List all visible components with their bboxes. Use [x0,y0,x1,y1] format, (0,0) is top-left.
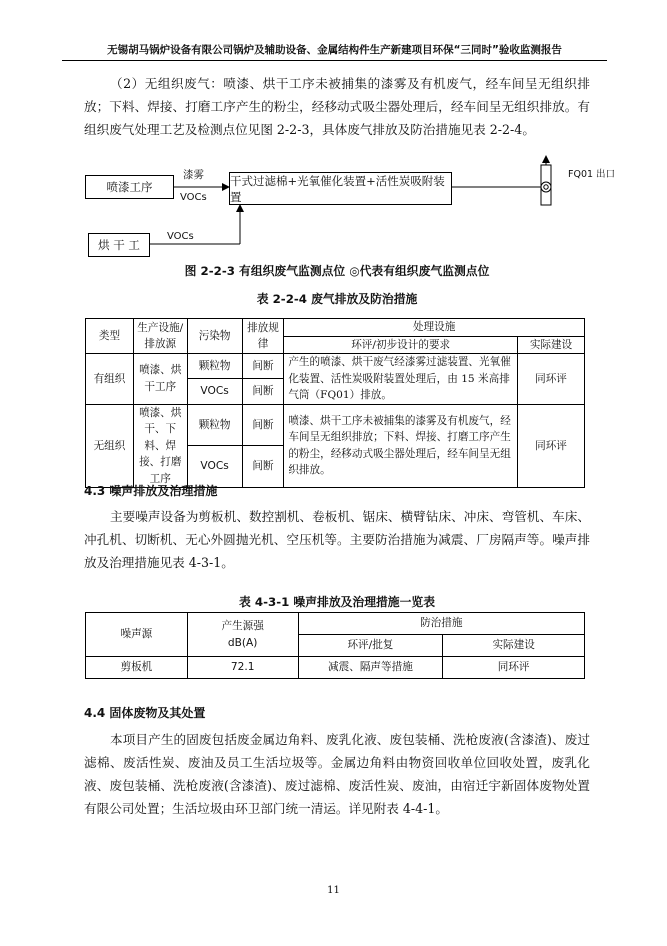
th-strength-label: 产生源强 [221,620,264,632]
intro-paragraph: （2）无组织废气：喷漆、烘干工序未被捕集的漆雾及有机废气，经车间呈无组织排放；下料、焊接、打磨工序产生的粉尘，经移动式吸尘器处理后，经车间呈无组织排放。有组织废气处理工艺及检测点位见图 2-2-3，具体废气排放及防治措施见表 2-2-4。 [84,76,590,137]
th-actual: 实际建设 [518,336,585,354]
table1-caption: 表 2-2-4 废气排放及防治措施 [256,292,418,306]
noise-table [85,612,585,679]
cell-rule: 间断 [242,354,284,379]
cell-pollutant: VOCs [187,446,242,488]
drying-process-box: 烘 干 工 [88,233,150,257]
cell-pollutant: 颗粒物 [187,404,242,446]
section-43-heading: 4.3 噪声排放及治理措施 [84,484,218,498]
cell-type: 有组织 [86,354,134,405]
emission-table [85,318,585,488]
section-44-heading: 4.4 固体废物及其处置 [84,706,206,720]
cell-actual: 同环评 [443,657,585,679]
cell-eia: 喷漆、烘干工序未被捕集的漆雾及有机废气，经车间呈无组织排放；下料、焊接、打磨工序产生的粉尘，经移动式吸尘器处理后，经车间呈无组织排放。 [284,404,518,488]
voc-label-2: VOCs [167,231,194,242]
cell-actual: 同环评 [518,404,585,488]
table-row [86,354,585,379]
table2-caption: 表 4-3-1 噪声排放及治理措施一览表 [239,595,435,609]
th-eia: 环评/批复 [298,635,443,657]
th-strength-unit: dB(A) [227,636,258,649]
figure-caption: 图 2-2-3 有组织废气监测点位 ◎代表有组织废气监测点位 [184,264,490,278]
cell-pollutant: 颗粒物 [187,354,242,379]
cell-facility: 喷漆、烘干、下料、焊接、打磨工序 [133,404,187,488]
cell-actual: 同环评 [518,354,585,405]
outlet-label: FQ01 出口 [568,169,616,180]
voc-label-1: VOCs [180,192,207,203]
cell-facility: 喷漆、烘干工序 [133,354,187,405]
cell-type: 无组织 [86,404,134,488]
section-44-paragraph: 本项目产生的固废包括废金属边角料、废乳化液、废包装桶、洗枪废液(含漆渣)、废过滤棉、废活性炭、废油及员工生活垃圾等。金属边角料由物资回收单位回收处置，废乳化液、废包装桶、洗枪废液(含漆渣)、废过滤棉、废活性炭、废油，由宿迁宇新固体废物处置有限公司处置；生活垃圾由环卫部门统一清运。详见附表 4-4-1。 [84,732,590,816]
th-type: 类型 [86,319,134,354]
section-43-paragraph: 主要噪声设备为剪板机、数控割机、卷板机、锯床、横臂钻床、冲床、弯管机、车床、冲孔机、切断机、无心外圆抛光机、空压机等。主要防治措施为减震、厂房隔声等。噪声排放及治理措施见表 4-3-1。 [84,509,590,570]
cell-strength: 72.1 [187,657,298,679]
mist-label: 漆雾 [183,169,204,181]
th-strength [187,613,298,657]
page-number: 11 [327,885,340,896]
th-eia: 环评/初步设计的要求 [284,336,518,354]
cell-eia: 产生的喷漆、烘干废气经漆雾过滤装置、光氧催化装置、活性炭吸附装置处理后，由 15 米高排气筒（FQ01）排放。 [284,354,518,405]
report-header: 无锡胡马锅炉设备有限公司锅炉及辅助设备、金属结构件生产新建项目环保“三同时”验收监测报告 [107,44,562,56]
cell-rule: 间断 [242,379,284,404]
th-source: 噪声源 [86,613,188,657]
cell-pollutant: VOCs [187,379,242,404]
th-treatment: 处理设施 [284,319,585,337]
spray-process-box: 喷漆工序 [85,175,174,199]
cell-rule: 间断 [242,404,284,446]
cell-source: 剪板机 [86,657,188,679]
th-measures: 防治措施 [298,613,584,635]
th-facility: 生产设施/排放源 [133,319,187,354]
table-row [86,404,585,446]
th-actual: 实际建设 [443,635,585,657]
table-row [86,657,585,679]
treatment-box: 干式过滤棉+光氧催化装置+活性炭吸附装置 [229,172,452,205]
th-pollutant: 污染物 [187,319,242,354]
cell-rule: 间断 [242,446,284,488]
th-rule: 排放规律 [242,319,284,354]
cell-eia: 减震、隔声等措施 [298,657,443,679]
